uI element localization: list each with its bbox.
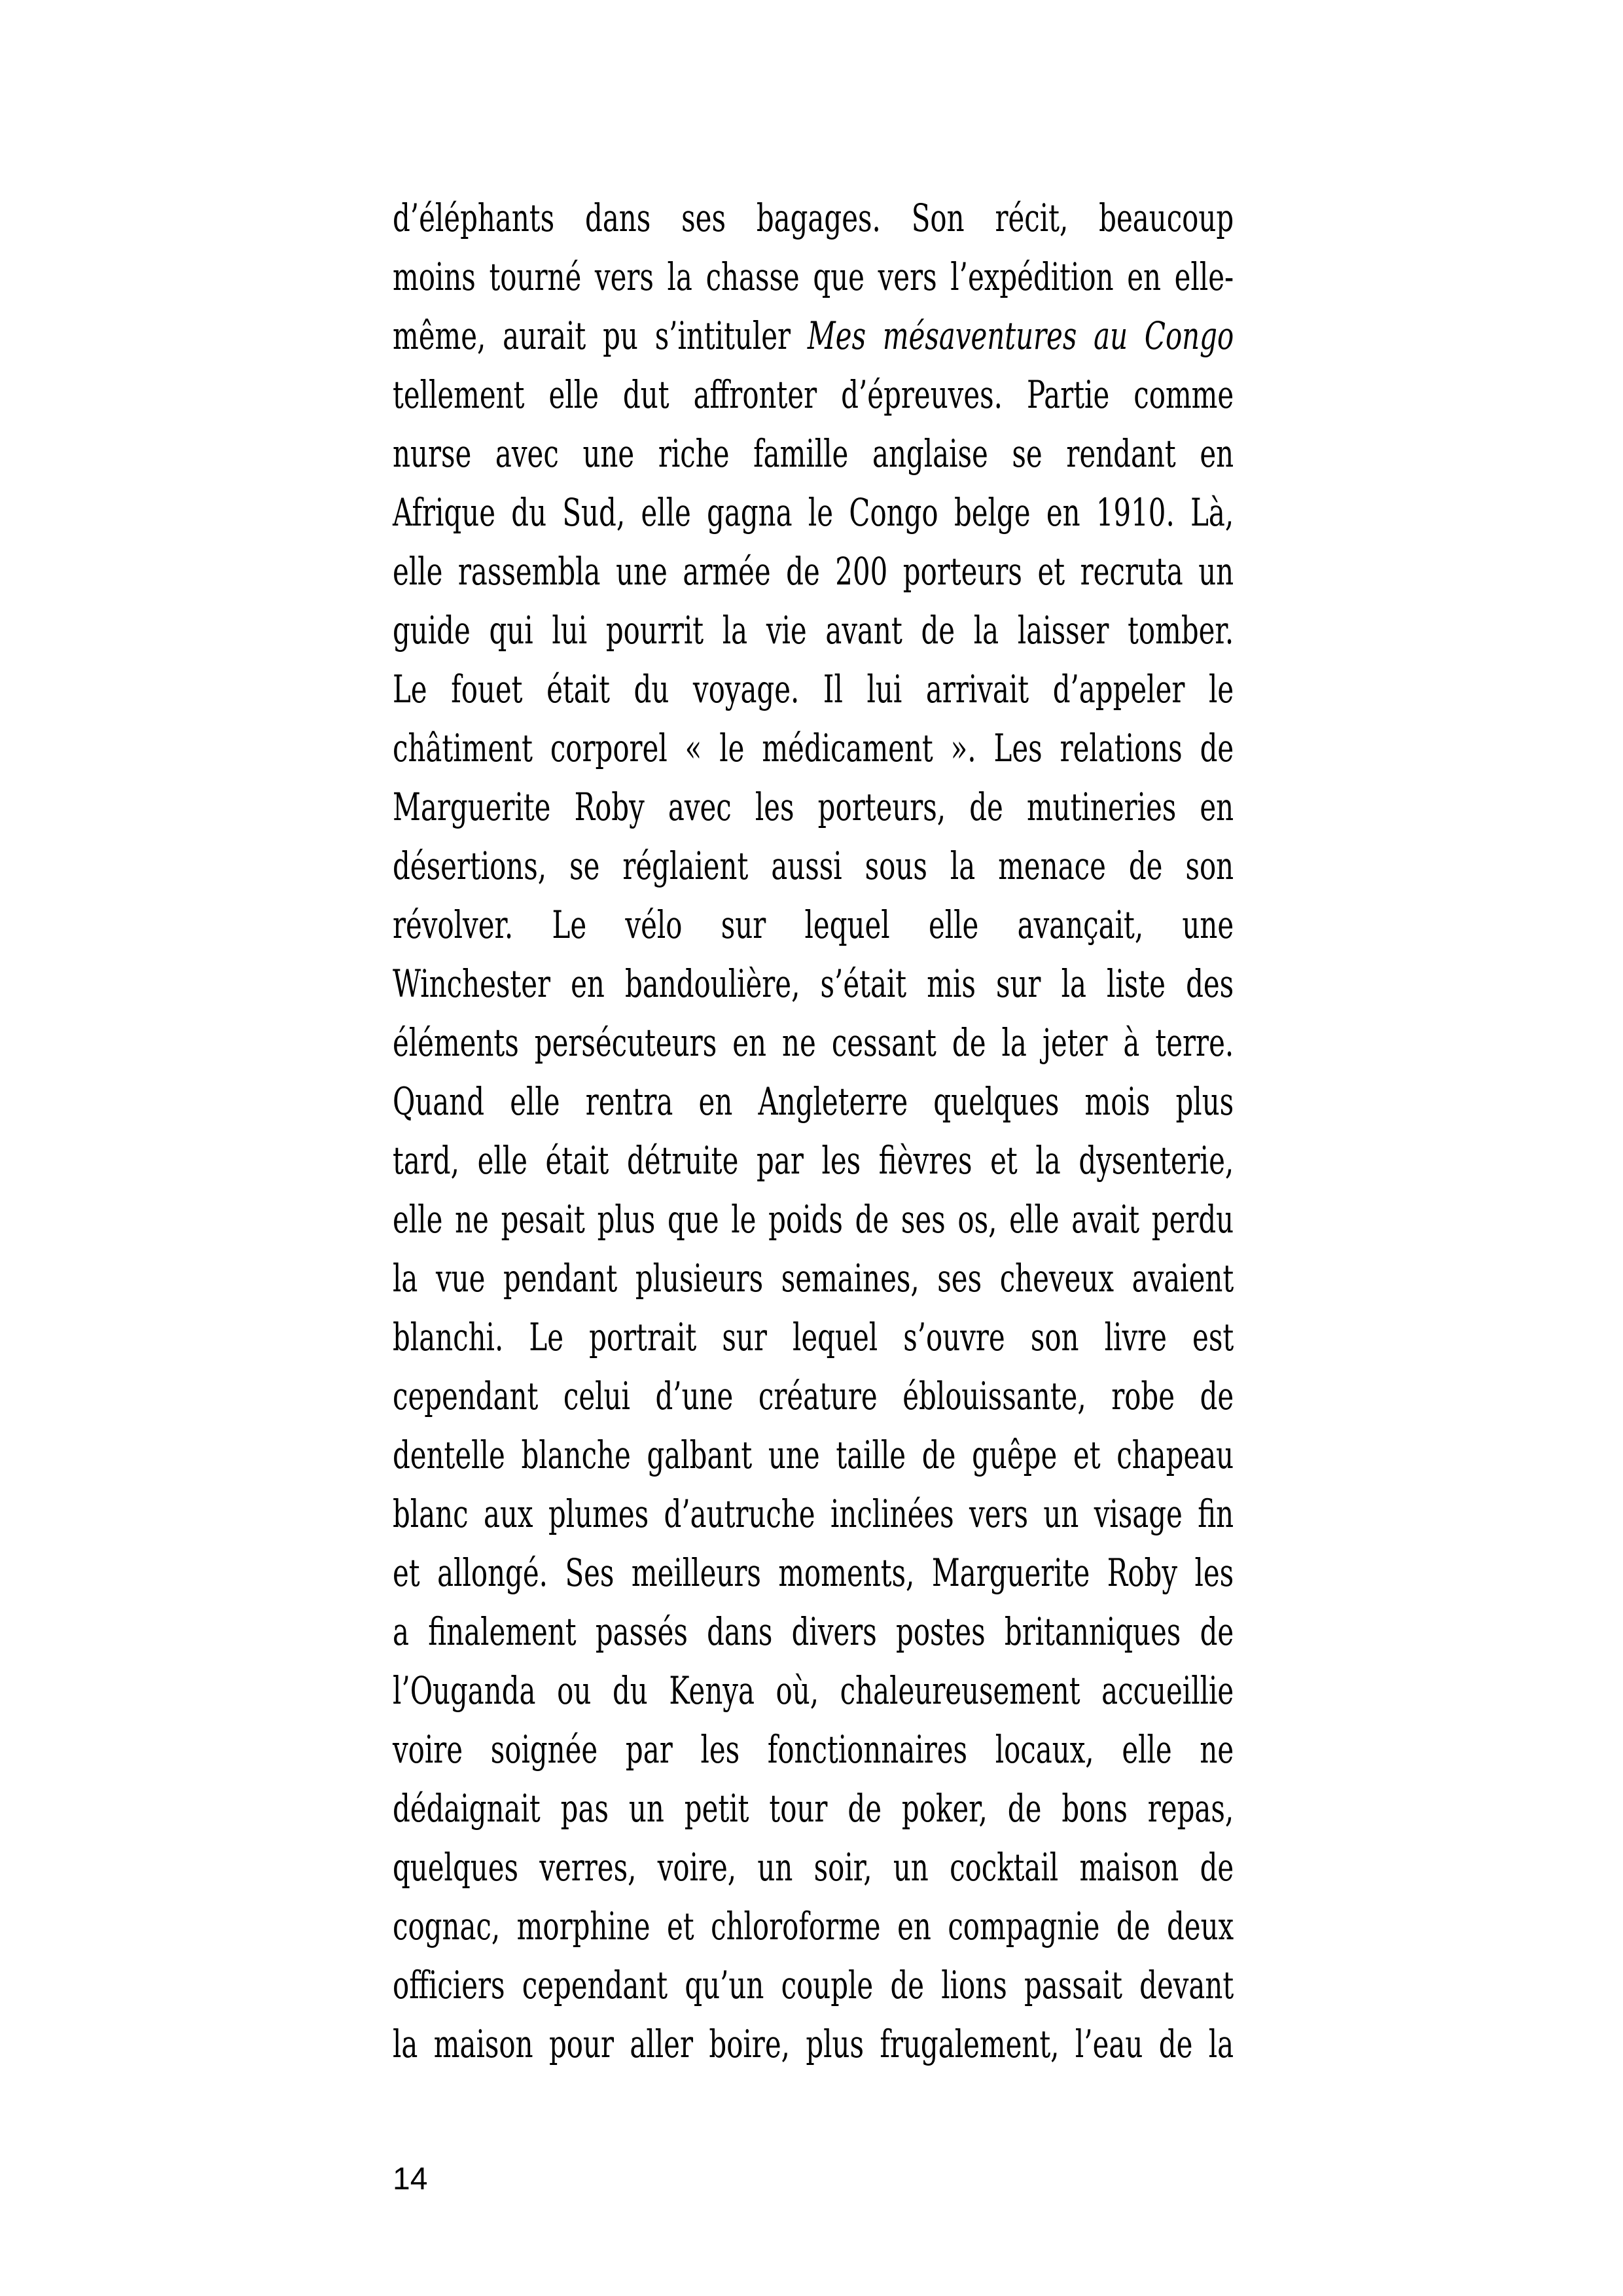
text-line: blanc aux plumes d’autruche inclinées vers un visage fin — [393, 1492, 1234, 1536]
book-title-italic: Mes mésaventures au Congo — [807, 314, 1234, 358]
text-line: tellement elle dut affronter d’épreuves. Partie comme — [393, 372, 1234, 417]
text-line: Afrique du Sud, elle gagna le Congo belge en 1910. Là, — [393, 490, 1234, 535]
text-line: voire soignée par les fonctionnaires locaux, elle ne — [393, 1727, 1234, 1772]
text-line: Winchester en bandoulière, s’était mis sur la liste des — [393, 961, 1234, 1006]
text-line: d’éléphants dans ses bagages. Son récit, beaucoup — [393, 196, 1234, 240]
text-block — [393, 188, 1234, 2073]
text-line: blanchi. Le portrait sur lequel s’ouvre son livre est — [393, 1315, 1234, 1359]
text-line: moins tourné vers la chasse que vers l’expédition en elle- — [393, 255, 1234, 299]
text-line: tard, elle était détruite par les fièvres et la dysenterie, — [393, 1138, 1234, 1183]
text-line: cognac, morphine et chloroforme en compagnie de deux — [393, 1904, 1234, 1948]
text-line: désertions, se réglaient aussi sous la menace de son — [393, 844, 1234, 888]
text-line: révolver. Le vélo sur lequel elle avançait, une — [393, 903, 1234, 947]
text-line: dentelle blanche galbant une taille de guêpe et chapeau — [393, 1433, 1234, 1477]
text-line: Quand elle rentra en Angleterre quelques mois plus — [393, 1079, 1234, 1124]
text-line: châtiment corporel « le médicament ». Les relations de — [393, 726, 1234, 770]
text-line: officiers cependant qu’un couple de lions passait devant — [393, 1963, 1234, 2007]
text-line: elle ne pesait plus que le poids de ses os, elle avait perdu — [393, 1197, 1234, 1242]
text-line: la vue pendant plusieurs semaines, ses cheveux avaient — [393, 1256, 1234, 1300]
text-line: Le fouet était du voyage. Il lui arrivait d’appeler le — [393, 667, 1234, 711]
text-line: elle rassembla une armée de 200 porteurs et recruta un — [393, 549, 1234, 594]
text-line — [393, 306, 1234, 365]
text-line: a finalement passés dans divers postes britanniques de — [393, 1609, 1234, 1654]
text-line: dédaignait pas un petit tour de poker, de bons repas, — [393, 1786, 1234, 1831]
page-number: 14 — [393, 2162, 428, 2197]
text-segment: même, aurait pu s’intituler — [393, 314, 808, 358]
text-line: et allongé. Ses meilleurs moments, Marguerite Roby les — [393, 1551, 1234, 1595]
text-line: quelques verres, voire, un soir, un cocktail maison de — [393, 1845, 1234, 1890]
text-line: guide qui lui pourrit la vie avant de la laisser tomber. — [393, 608, 1234, 653]
text-line: éléments persécuteurs en ne cessant de la jeter à terre. — [393, 1020, 1234, 1065]
text-line: Marguerite Roby avec les porteurs, de mutineries en — [393, 785, 1234, 829]
text-line: nurse avec une riche famille anglaise se rendant en — [393, 431, 1234, 476]
text-line: la maison pour aller boire, plus frugalement, l’eau de la — [393, 2022, 1234, 2066]
text-line: l’Ouganda ou du Kenya où, chaleureusement accueillie — [393, 1668, 1234, 1713]
text-line: cependant celui d’une créature éblouissante, robe de — [393, 1374, 1234, 1418]
